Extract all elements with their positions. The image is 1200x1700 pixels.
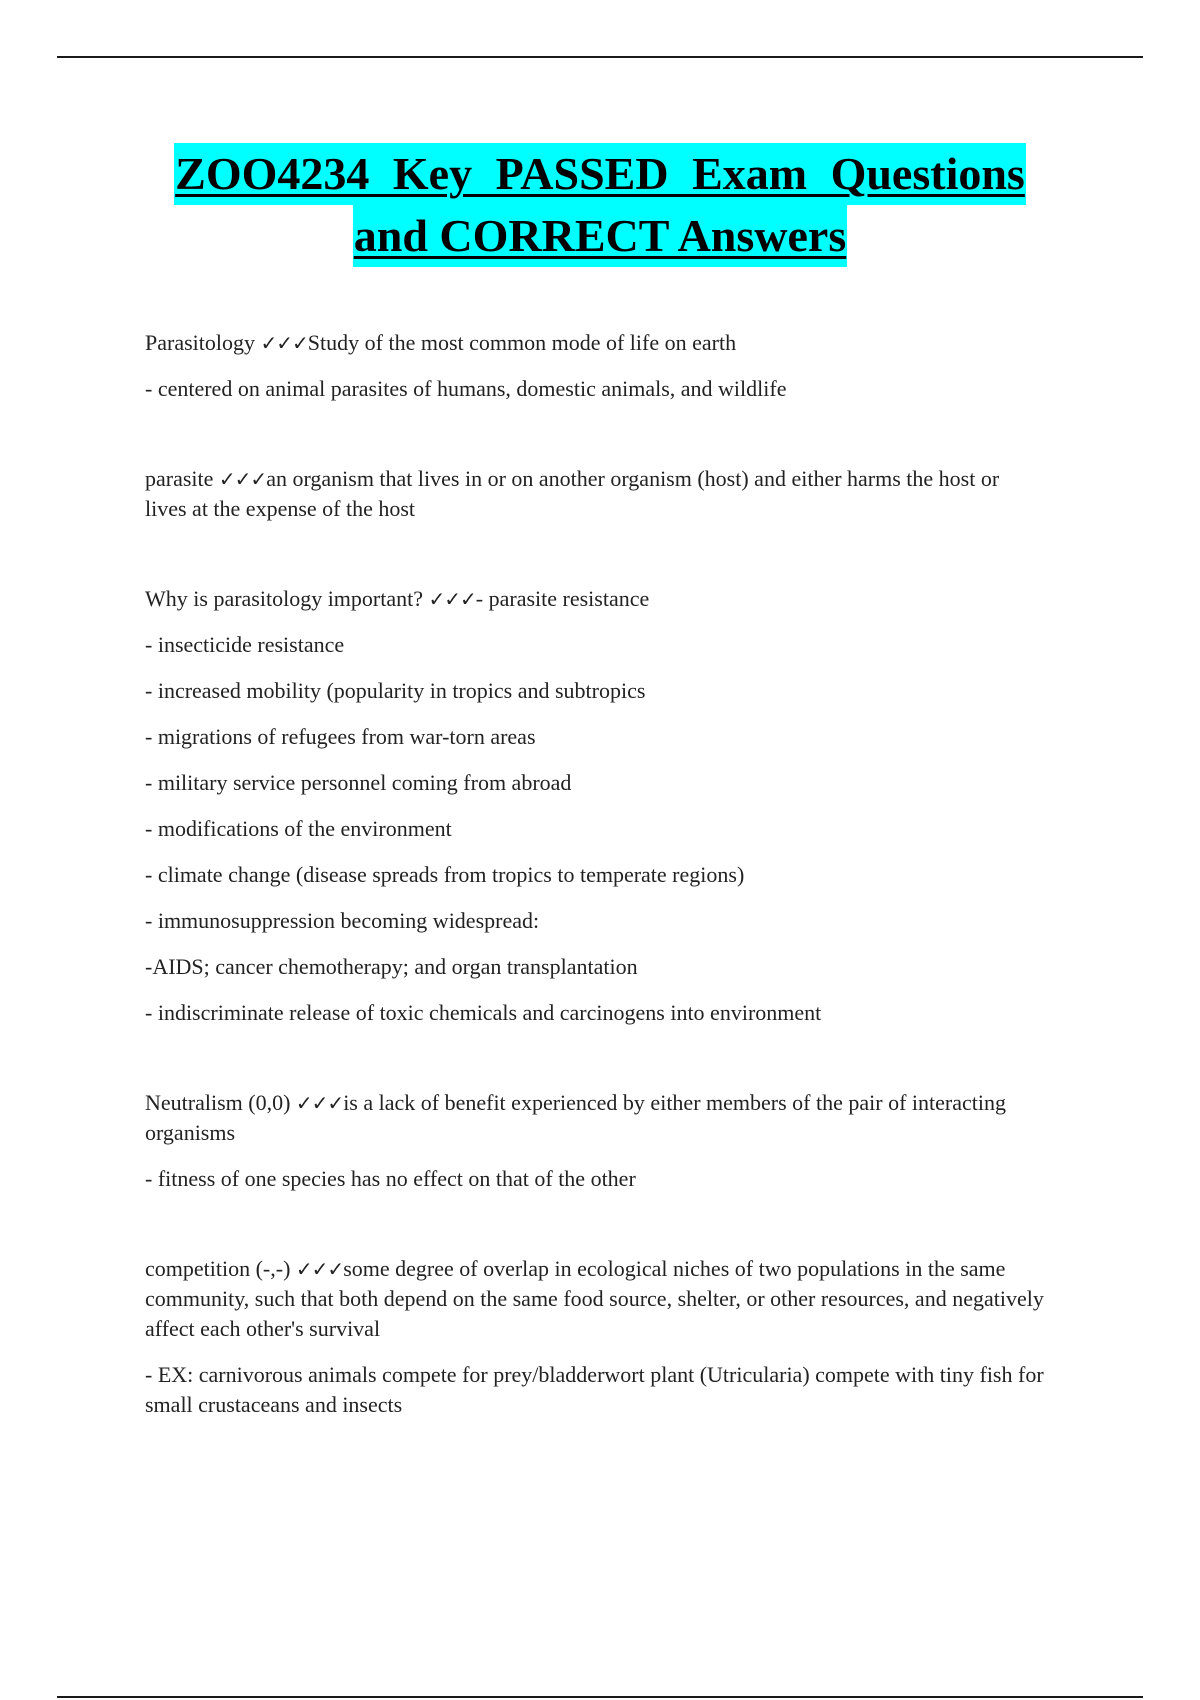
title-line-1: ZOO4234 Key PASSED Exam Questions — [174, 143, 1026, 205]
top-divider — [57, 56, 1143, 58]
answer-line: - climate change (disease spreads from tropics to temperate regions) — [145, 862, 745, 887]
definition: - parasite resistance — [475, 586, 650, 611]
term: competition (-,-) — [145, 1256, 296, 1281]
title-line-2: and CORRECT Answers — [353, 205, 847, 267]
check-marks-icon: ✓✓✓ — [260, 331, 308, 355]
qa-entry-parasitology — [145, 328, 1045, 404]
term: Neutralism (0,0) — [145, 1090, 296, 1115]
qa-entry-why-parasitology — [145, 584, 1045, 1028]
answer-line: - increased mobility (popularity in tropics and subtropics — [145, 678, 646, 703]
answer-line: - EX: carnivorous animals compete for prey/bladderwort plant (Utricularia) compete with tiny fish for small crustaceans and insects — [145, 1362, 1044, 1417]
answer-line: - centered on animal parasites of humans, domestic animals, and wildlife — [145, 376, 787, 401]
check-marks-icon: ✓✓✓ — [295, 1257, 344, 1281]
qa-entry-competition — [145, 1254, 1045, 1420]
answer-line: - immunosuppression becoming widespread: — [145, 908, 540, 933]
qa-entry-neutralism — [145, 1088, 1045, 1194]
qa-question-line — [145, 584, 1045, 614]
answer-line: - fitness of one species has no effect on that of the other — [145, 1166, 636, 1191]
answer-line: -AIDS; cancer chemotherapy; and organ transplantation — [145, 954, 638, 979]
qa-list — [145, 328, 1045, 1420]
definition: some degree of overlap in ecological niches of two populations in the same community, such that both depend on the same food source, shelter, or other resources, and negatively affect each other's survival — [145, 1256, 1044, 1341]
answer-line: - migrations of refugees from war-torn areas — [145, 724, 536, 749]
check-marks-icon: ✓✓✓ — [295, 1091, 344, 1115]
document-title — [0, 143, 1200, 267]
qa-entry-parasite — [145, 464, 1045, 524]
term: Parasitology — [145, 330, 261, 355]
qa-question-line — [145, 464, 1045, 524]
term: Why is parasitology important? — [145, 586, 429, 611]
answer-line: - indiscriminate release of toxic chemicals and carcinogens into environment — [145, 1000, 822, 1025]
check-marks-icon: ✓✓✓ — [218, 467, 267, 491]
answer-line: - military service personnel coming from abroad — [145, 770, 572, 795]
definition: is a lack of benefit experienced by either members of the pair of interacting organisms — [145, 1090, 1006, 1145]
qa-question-line — [145, 328, 1045, 358]
definition: Study of the most common mode of life on earth — [307, 330, 737, 355]
check-marks-icon: ✓✓✓ — [428, 587, 476, 611]
answer-line: - modifications of the environment — [145, 816, 452, 841]
qa-question-line — [145, 1088, 1045, 1148]
bottom-divider — [57, 1696, 1143, 1698]
answer-line: - insecticide resistance — [145, 632, 345, 657]
qa-question-line — [145, 1254, 1045, 1344]
term: parasite — [145, 466, 219, 491]
definition: an organism that lives in or on another organism (host) and either harms the host or lives at the expense of the host — [145, 466, 1000, 521]
